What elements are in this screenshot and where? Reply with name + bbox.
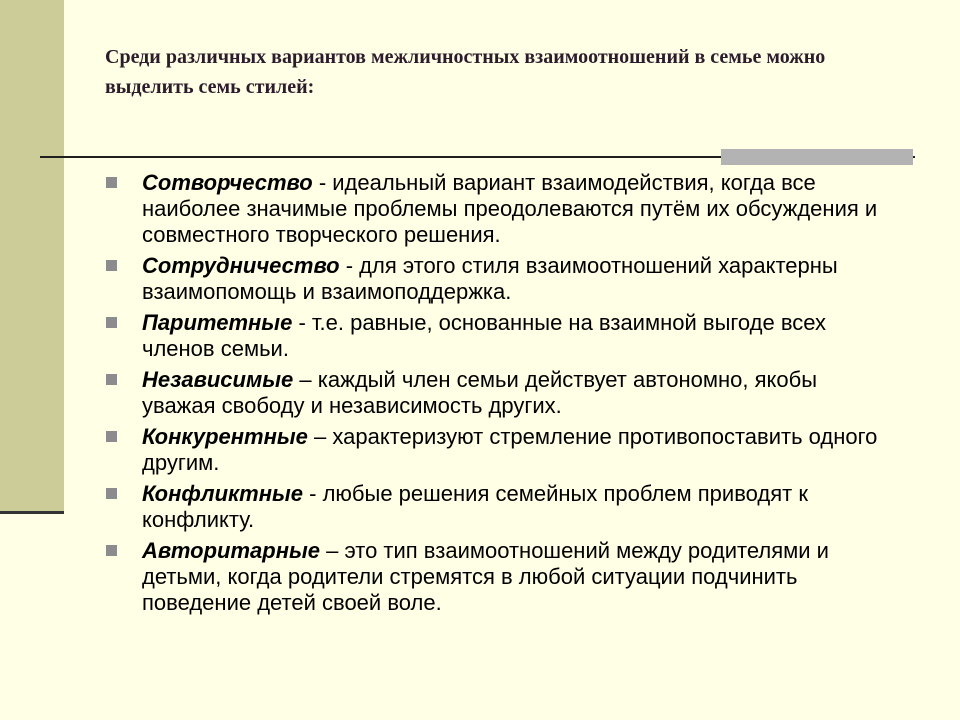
list-item xyxy=(104,367,894,419)
square-bullet-icon xyxy=(106,317,117,328)
list-item xyxy=(104,481,894,533)
slide-title: Среди различных вариантов межличностных взаимоотношений в семье можно выделить семь стилей: xyxy=(105,46,826,98)
square-bullet-icon xyxy=(106,260,117,271)
title-divider-accent xyxy=(721,149,913,165)
item-text: – каждый член семьи действует автономно, якобы уважая свободу и независимость других. xyxy=(142,367,818,418)
item-term: Сотворчество xyxy=(142,170,313,195)
square-bullet-icon xyxy=(106,488,117,499)
square-bullet-icon xyxy=(106,177,117,188)
square-bullet-icon xyxy=(106,545,117,556)
item-term: Независимые xyxy=(142,367,294,392)
item-text: – это тип взаимоотношений между родителями и детьми, когда родители стремятся в любой ситуации подчинить поведение детей своей воле. xyxy=(142,538,829,615)
item-text: – характеризуют стремление противопоставить одного другим. xyxy=(142,424,878,475)
list-item xyxy=(104,310,894,362)
list-item xyxy=(104,253,894,305)
item-text: - для этого стиля взаимоотношений характерны взаимопомощь и взаимоподдержка. xyxy=(142,253,838,304)
item-text: - идеальный вариант взаимодействия, когда все наиболее значимые проблемы преодолеваются путём их обсуждения и совместного творческого решения. xyxy=(142,170,878,247)
item-text: - любые решения семейных проблем приводят к конфликту. xyxy=(142,481,808,532)
item-term: Авторитарные xyxy=(142,538,321,563)
item-text: - т.е. равные, основанные на взаимной выгоде всех членов семьи. xyxy=(142,310,827,361)
list-item xyxy=(104,170,894,248)
item-term: Сотрудничество xyxy=(142,253,340,278)
item-term: Паритетные xyxy=(142,310,293,335)
square-bullet-icon xyxy=(106,374,117,385)
item-term: Конфликтные xyxy=(142,481,304,506)
side-decor-bar xyxy=(0,0,64,513)
list-item xyxy=(104,424,894,476)
styles-list xyxy=(104,170,894,621)
list-item xyxy=(104,538,894,616)
item-term: Конкурентные xyxy=(142,424,308,449)
square-bullet-icon xyxy=(106,431,117,442)
side-decor-bar-edge xyxy=(0,511,64,514)
